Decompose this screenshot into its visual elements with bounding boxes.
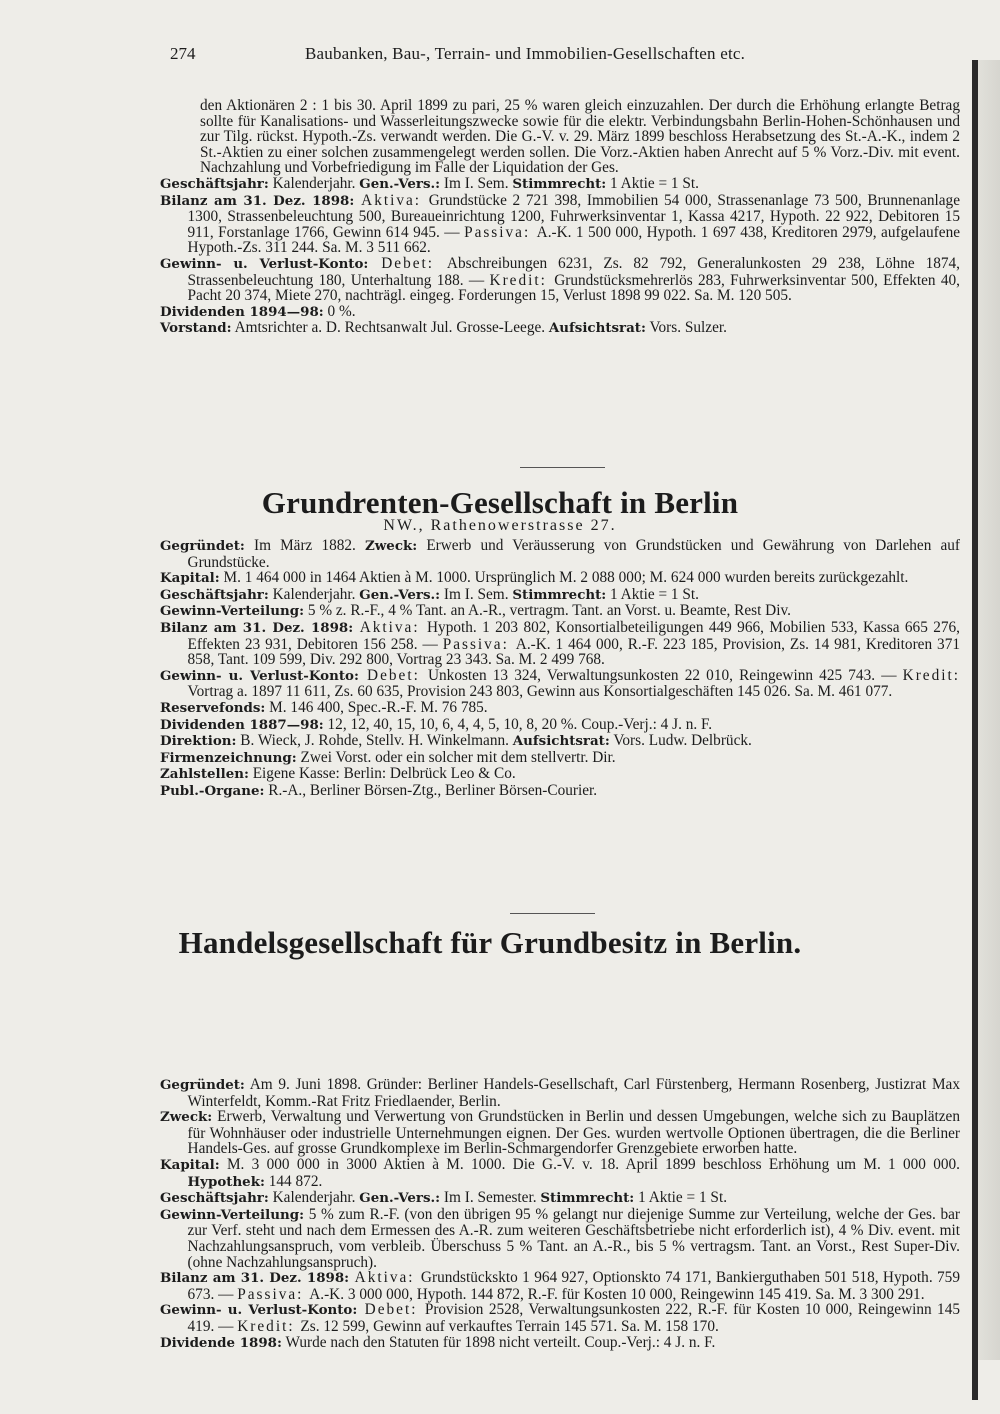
direktion-value: B. Wieck, J. Rohde, Stellv. H. Winkelmann. — [236, 732, 513, 750]
publorgane-label: Publ.-Organe: — [160, 782, 265, 799]
bilanz-paragraph — [160, 620, 960, 668]
geschaeftsjahr-line — [160, 176, 960, 193]
firmenzeichnung-label: Firmenzeichnung: — [160, 749, 297, 766]
zahlstellen-label: Zahlstellen: — [160, 766, 249, 783]
passiva-values: A.-K. 3 000 000, Hypoth. 144 872, R.-F. für Kosten 10 000, Reingewinn 145 419. Sa. M. 3 300 291. — [309, 1285, 925, 1303]
binding-shadow — [972, 60, 978, 1400]
bilanz-paragraph — [160, 193, 960, 256]
aktiva-values: Grundstücke 2 721 398, Immobilien 54 000, Strassenanlage 73 500, Brunnenanlage 1300, Strassenbeleuchtung 500, Bureaueinrichtung 1200, Fuhrwerksinventar 1, Kassa 4217, Hypoth. 22 922, Debitoren 15 911, Forstanlage 1766, Gewinn 614 945. — — [187, 191, 960, 241]
passiva-values: A.-K. 1 464 000, R.-F. 223 185, Provision, Zs. 14 981, Kreditoren 371 858, Tant. 109 599, Div. 292 800, Vortrag 23 343. Sa. M. 2 499 768. — [187, 635, 960, 669]
genvers-label: Gen.-Vers.: — [359, 586, 441, 603]
dividende-line — [160, 1335, 960, 1352]
dividenden-value: 12, 12, 40, 15, 10, 6, 4, 4, 5, 10, 8, 20 %. Coup.-Verj.: 4 J. n. F. — [323, 715, 713, 733]
guv-paragraph — [160, 1302, 960, 1334]
gegruendet-line — [160, 538, 960, 570]
gegruendet-line — [160, 1077, 960, 1109]
stimmrecht-value: 1 Aktie = 1 St. — [634, 1189, 728, 1207]
gewinnverteilung-value: 5 % zum R.-F. (von den übrigen 95 % gelangt nur diejenige Summe zur Verteilung, welche der Ges. bar zur Verf. steht und nach dem Ermessen des A.-R. zum weiteren Geschäftsbetriebe nicht erforderlich ist), 4 % Div. event. mit Nachzahlungsanspruch, vom verbleib. Überschuss 5 % Tant. an A.-R., bis 5 % vertragsm. Tant. an Vorst., Rest Super-Div. (ohne Nachzahlungsanspruch). — [187, 1205, 960, 1271]
gegruendet-label: Gegründet: — [160, 538, 245, 554]
gewinnverteilung-line — [160, 603, 960, 620]
bilanz-paragraph — [160, 1270, 960, 1302]
genvers-label: Gen.-Vers.: — [359, 175, 441, 192]
passiva-label: Passiva: — [442, 635, 516, 653]
vorstand-value: Amtsrichter a. D. Rechtsanwalt Jul. Grosse-Leege. — [231, 319, 549, 337]
dividende-value: Wurde nach den Statuten für 1898 nicht verteilt. Coup.-Verj.: 4 J. n. F. — [281, 1333, 716, 1351]
zweck-line — [160, 1109, 960, 1157]
zweck-label: Zweck: — [365, 538, 418, 554]
kapital-line — [160, 1157, 960, 1190]
section-divider — [510, 913, 595, 914]
entry-handelsgesellschaft — [160, 1077, 960, 1351]
section-divider — [520, 467, 605, 468]
geschaeftsjahr-value: Kalenderjahr. — [268, 585, 360, 603]
kredit-label: Kredit: — [237, 1317, 301, 1335]
genvers-value: Im I. Semester. — [440, 1189, 541, 1207]
aktiva-values: Hypoth. 1 203 802, Konsortialbeteiligungen 449 966, Mobilien 533, Kassa 665 276, Effekten 23 931, Debitoren 156 258. — — [187, 618, 960, 653]
geschaeftsjahr-label: Geschäftsjahr: — [160, 1190, 269, 1207]
gewinnverteilung-line — [160, 1207, 960, 1270]
debet-label: Debet: — [357, 1301, 425, 1319]
zahlstellen-value: Eigene Kasse: Berlin: Delbrück Leo & Co. — [248, 765, 516, 783]
aufsichtsrat-label: Aufsichtsrat: — [548, 320, 646, 337]
aktiva-label: Aktiva: — [353, 618, 427, 636]
genvers-value: Im I. Sem. — [440, 174, 513, 192]
entry-title: Handelsgesellschaft für Grundbesitz in Berlin. — [178, 925, 802, 960]
stimmrecht-label: Stimmrecht: — [512, 175, 607, 192]
kredit-values: Zs. 12 599, Gewinn auf verkauftes Terrain 145 571. Sa. M. 158 170. — [300, 1317, 719, 1335]
passiva-label: Passiva: — [464, 223, 537, 241]
aufsichtsrat-value: Vors. Ludw. Delbrück. — [609, 732, 752, 750]
geschaeftsjahr-value: Kalenderjahr. — [268, 1189, 360, 1207]
kredit-label: Kredit: — [489, 271, 555, 289]
stimmrecht-value: 1 Aktie = 1 St. — [606, 585, 699, 603]
vorstand-label: Vorstand: — [160, 320, 232, 337]
kapital-label: Kapital: — [160, 570, 220, 587]
reservefonds-line — [160, 700, 960, 717]
debet-values: Abschreibungen 6231, Zs. 82 792, Generalunkosten 29 238, Löhne 1874, Strassenbeleuchtung 180, Unterhaltung 188. — — [187, 254, 960, 289]
entry-address: NW., Rathenowerstrasse 27. — [383, 517, 617, 534]
dividenden-label: Dividenden 1894—98: — [160, 303, 324, 320]
kredit-values: Grundstücksmehrerlös 283, Fuhrwerksinventar 500, Effekten 40, Pacht 20 374, Miete 270, nachträgl. eingeg. Forderungen 15, Verlust 1898 99 022. Sa. M. 120 505. — [187, 271, 960, 305]
guv-label: Gewinn- u. Verlust-Konto: — [160, 667, 359, 684]
gegruendet-value: Im März 1882. — [244, 537, 365, 554]
zahlstellen-line — [160, 766, 960, 783]
publorgane-line — [160, 783, 960, 800]
bilanz-label: Bilanz am 31. Dez. 1898: — [160, 1270, 350, 1287]
reservefonds-label: Reservefonds: — [160, 699, 266, 716]
firmenzeichnung-line — [160, 750, 960, 767]
stimmrecht-label: Stimmrecht: — [512, 586, 607, 603]
geschaeftsjahr-label: Geschäftsjahr: — [160, 175, 269, 192]
bilanz-label: Bilanz am 31. Dez. 1898: — [160, 192, 355, 209]
aktiva-label: Aktiva: — [349, 1269, 421, 1287]
running-title: Baubanken, Bau-, Terrain- und Immobilien-Gesellschaften etc. — [305, 44, 746, 63]
stimmrecht-label: Stimmrecht: — [540, 1190, 635, 1207]
continued-paragraph: den Aktionären 2 : 1 bis 30. April 1899 zu pari, 25 % waren gleich einzuzahlen. Der durch die Erhöhung erlangte Betrag sollte für Kanalisations- und Wasserleitungszwecke sowie für die elektr. Verbindungsbahn Berlin-Hohen-Schönhausen und zur Tilg. rückst. Hypoth.-Zs. verwandt werden. Die G.-V. v. 29. März 1899 beschloss Herabsetzung des St.-A.-K., indem 2 St.-Aktien zu einer solchen zusammengelegt werden sollen. Die Vorz.-Aktien haben Anrecht auf 5 % Vorz.-Div. mit event. Nachzahlung und Vorbefriedigung im Falle der Liquidation der Ges. — [200, 97, 960, 177]
guv-label: Gewinn- u. Verlust-Konto: — [160, 1302, 358, 1319]
debet-label: Debet: — [368, 254, 447, 272]
dividende-label: Dividende 1898: — [160, 1334, 282, 1351]
gegruendet-label: Gegründet: — [160, 1077, 245, 1093]
direktion-label: Direktion: — [160, 733, 237, 750]
aktiva-label: Aktiva: — [354, 191, 429, 209]
guv-label: Gewinn- u. Verlust-Konto: — [160, 255, 369, 272]
geschaeftsjahr-line — [160, 587, 960, 604]
bilanz-label: Bilanz am 31. Dez. 1898: — [160, 619, 354, 636]
guv-paragraph — [160, 668, 960, 700]
kapital-value: M. 1 464 000 in 1464 Aktien à M. 1000. Ursprünglich M. 2 088 000; M. 624 000 wurden bereits zurückgezahlt. — [219, 569, 909, 587]
passiva-label: Passiva: — [237, 1285, 310, 1303]
publorgane-value: R.-A., Berliner Börsen-Ztg., Berliner Börsen-Courier. — [264, 781, 598, 799]
gewinnverteilung-label: Gewinn-Verteilung: — [160, 1206, 305, 1223]
kapital-line — [160, 570, 960, 587]
kapital-label: Kapital: — [160, 1156, 220, 1173]
geschaeftsjahr-label: Geschäftsjahr: — [160, 586, 269, 603]
direktion-line — [160, 733, 960, 750]
geschaeftsjahr-line — [160, 1190, 960, 1207]
vorstand-line — [160, 320, 960, 337]
dividenden-label: Dividenden 1887—98: — [160, 716, 324, 733]
kredit-values: Vortrag a. 1897 11 611, Zs. 60 635, Provision 243 803, Gewinn aus Konsortialgeschäften 145 026. Sa. M. 461 077. — [187, 683, 893, 701]
gewinnverteilung-value: 5 % z. R.-F., 4 % Tant. an A.-R., vertragm. Tant. an Vorst. u. Beamte, Rest Div. — [304, 602, 791, 620]
debet-values: Unkosten 13 324, Verwaltungsunkosten 22 010, Reingewinn 425 743. — — [427, 666, 903, 684]
stimmrecht-value: 1 Aktie = 1 St. — [606, 174, 699, 192]
reservefonds-value: M. 146 400, Spec.-R.-F. M. 76 785. — [265, 698, 488, 716]
dividenden-line — [160, 304, 960, 321]
debet-label: Debet: — [358, 666, 428, 684]
kapital-value: M. 3 000 000 in 3000 Aktien à M. 1000. Die G.-V. v. 18. April 1899 beschloss Erhöhung um M. 1 000 000. — [219, 1155, 960, 1173]
zweck-value: Erwerb und Veräusserung von Grundstücken und Gewährung von Darlehen auf Grundstücke. — [187, 537, 961, 571]
zweck-value: Erwerb, Verwaltung und Verwertung von Grundstücken in Berlin und dessen Umgebungen, welche sich zu Bauplätzen für Wohnhäuser oder industrielle Unternehmungen eignen. Der Ges. wurden wertvolle Optionen übertragen, die die Berliner Handels-Ges. auf grosse Grundkomplexe im Berlin-Schmargendorfer Grenzgebiete erworben hatte. — [187, 1108, 960, 1158]
aktiva-values: Grundstückskto 1 964 927, Optionskto 74 171, Bankierguthaben 501 518, Hypoth. 759 673. — — [187, 1269, 960, 1303]
dividenden-value: 0 %. — [323, 302, 356, 320]
aufsichtsrat-value: Vors. Sulzer. — [645, 319, 727, 337]
debet-values: Provision 2528, Verwaltungsunkosten 222, R.-F. für Kosten 10 000, Reingewinn 145 419. — — [187, 1301, 960, 1335]
firmenzeichnung-value: Zwei Vorst. oder ein solcher mit dem stellvertr. Dir. — [296, 748, 616, 766]
page-number: 274 — [170, 44, 196, 63]
dividenden-line — [160, 717, 960, 734]
genvers-value: Im I. Sem. — [440, 585, 513, 603]
kredit-label: Kredit: — [902, 666, 960, 684]
entry-title: Grundrenten-Gesellschaft in Berlin — [261, 485, 739, 520]
zweck-label: Zweck: — [160, 1109, 213, 1126]
genvers-label: Gen.-Vers.: — [359, 1190, 441, 1207]
hypothek-label: Hypothek: — [187, 1173, 265, 1190]
entry-grundrenten — [160, 538, 960, 800]
geschaeftsjahr-value: Kalenderjahr. — [268, 174, 360, 192]
guv-paragraph — [160, 256, 960, 304]
hypothek-value: 144 872. — [264, 1172, 323, 1190]
entry-continued — [160, 98, 960, 337]
gegruendet-value: Am 9. Juni 1898. Gründer: Berliner Handels-Gesellschaft, Carl Fürstenberg, Hermann Rosenberg, Justizrat Max Winterfeldt, Komm.-Rat Fritz Friedlaender, Berlin. — [187, 1076, 960, 1110]
gewinnverteilung-label: Gewinn-Verteilung: — [160, 603, 305, 620]
aufsichtsrat-label: Aufsichtsrat: — [512, 733, 610, 750]
passiva-values: A.-K. 1 500 000, Hypoth. 1 697 438, Kreditoren 2979, aufgelaufene Hypoth.-Zs. 311 244. Sa. M. 3 511 662. — [187, 223, 961, 257]
